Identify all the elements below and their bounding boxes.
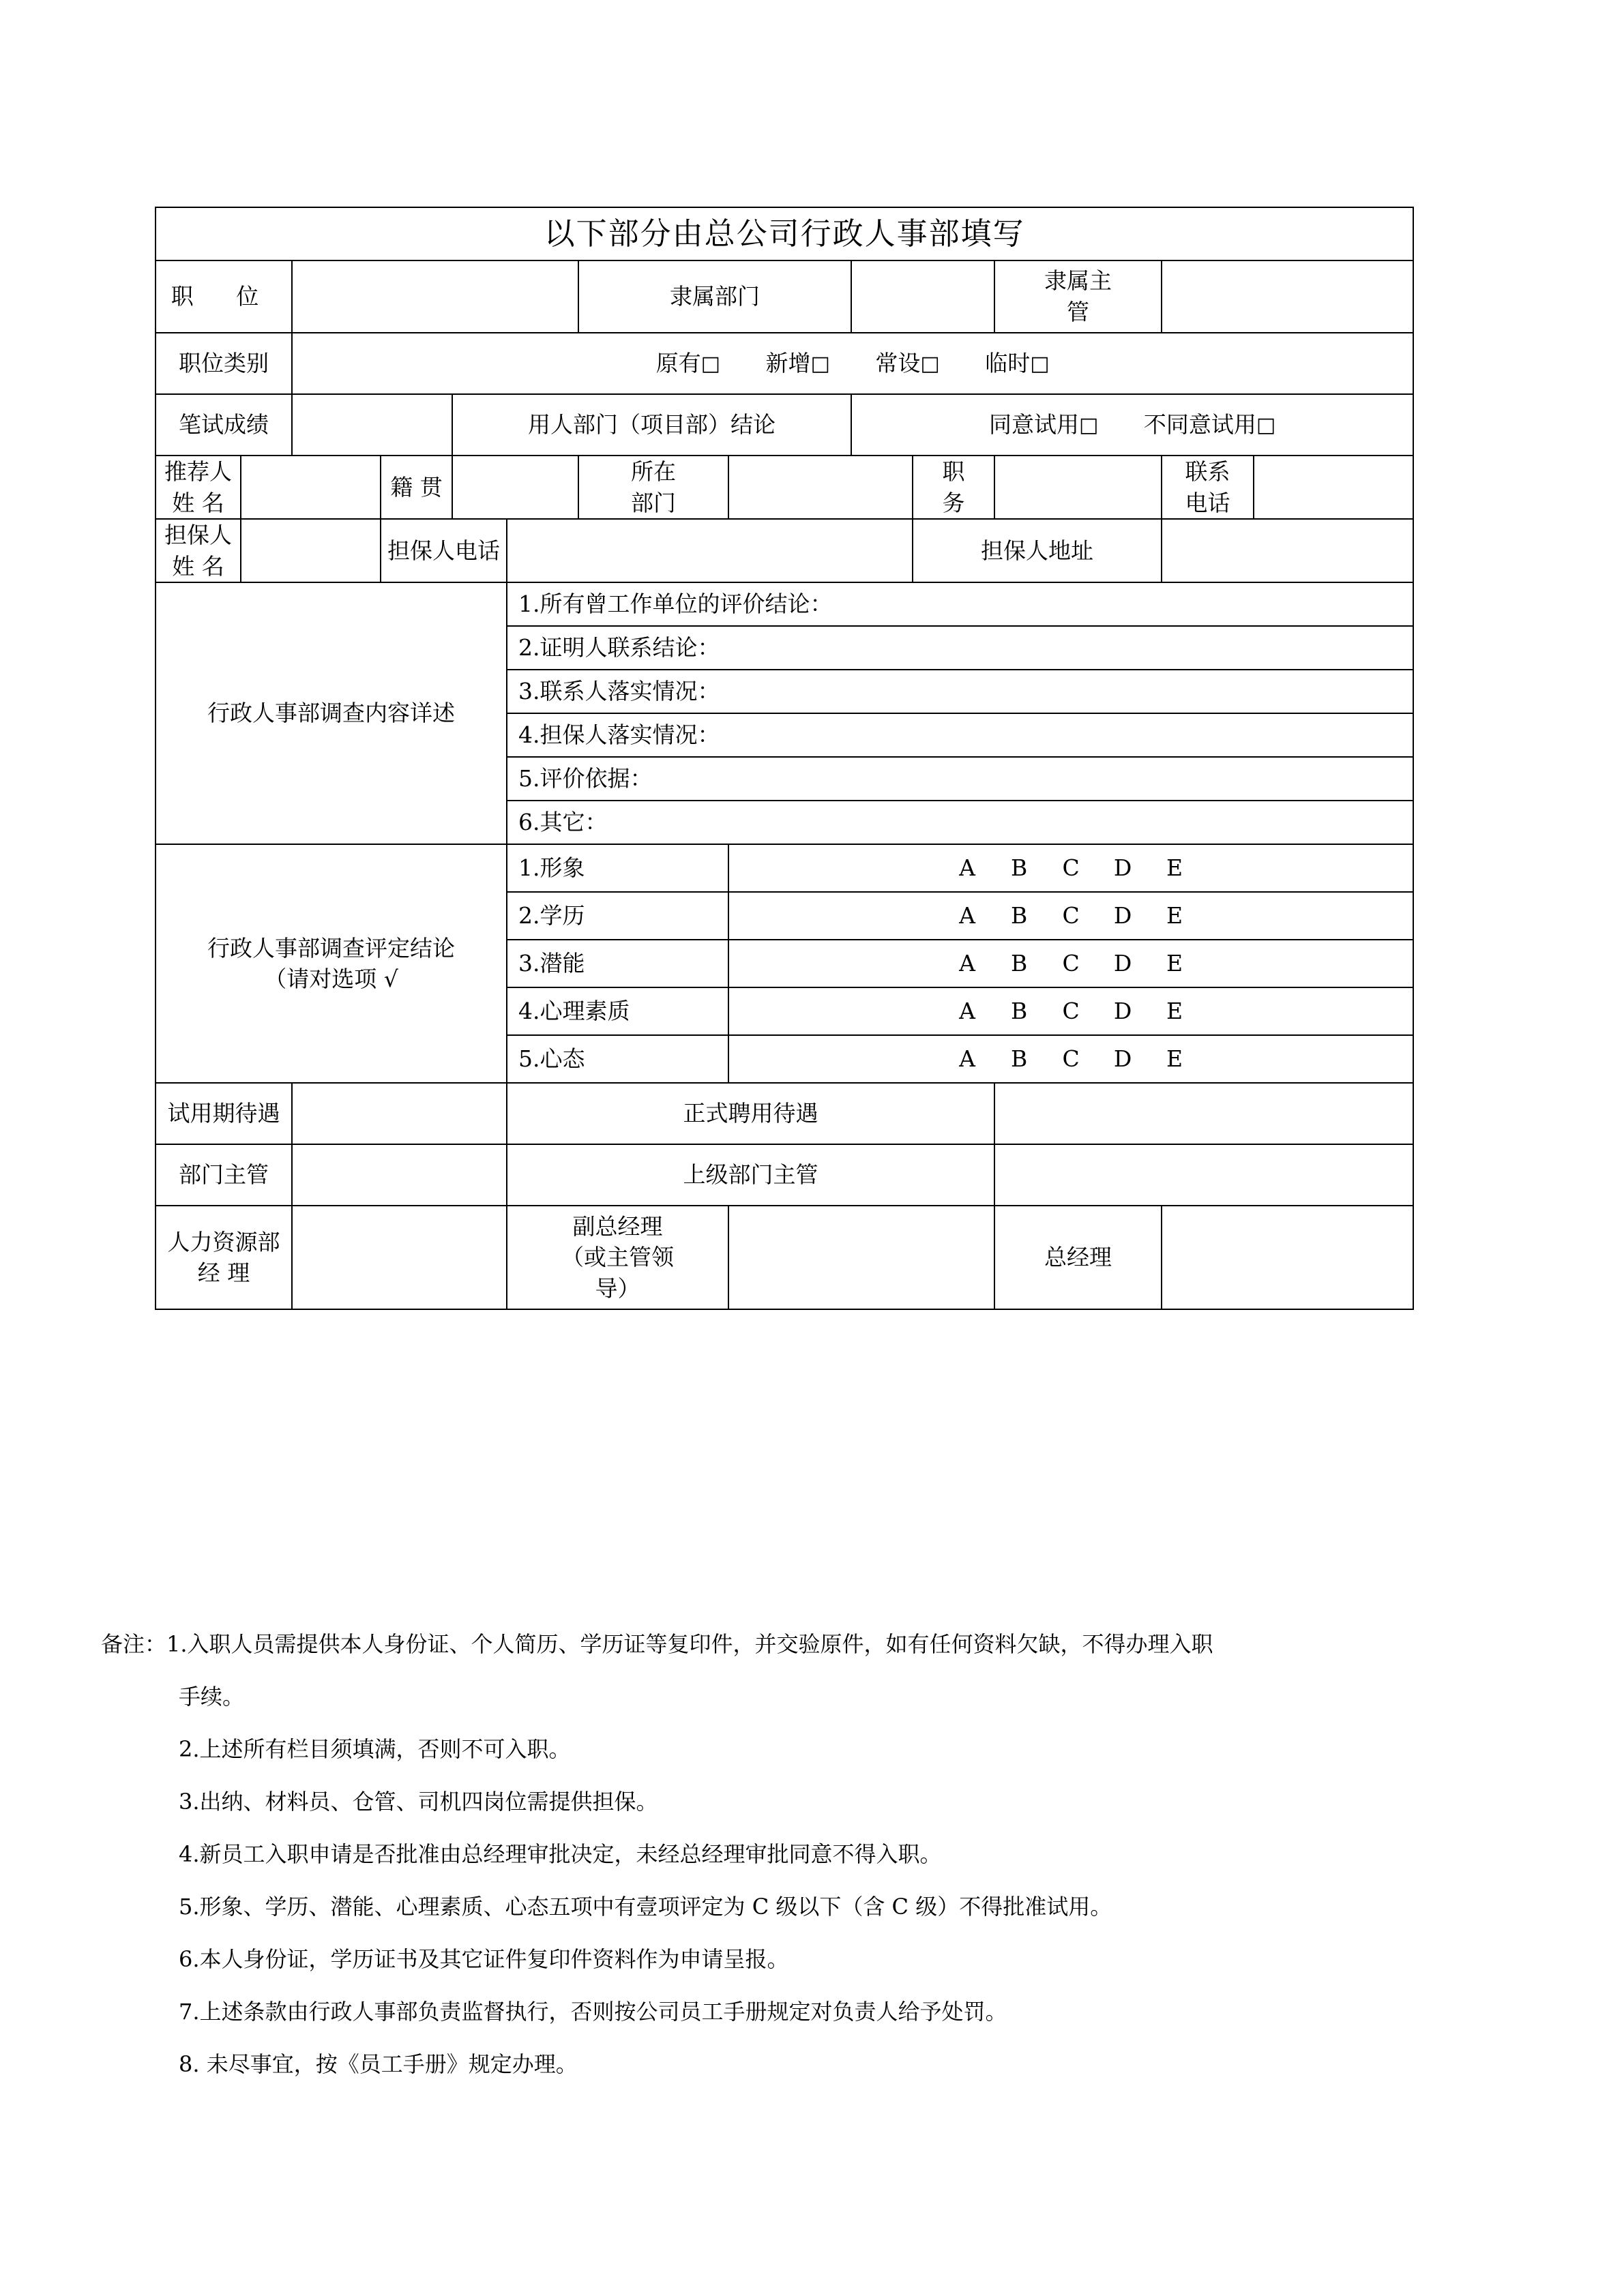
probation-pay-row xyxy=(156,1083,1413,1144)
input-referrer-phone[interactable] xyxy=(1254,456,1413,519)
note-item-2: 2.上述所有栏目须填满，否则不可入职。 xyxy=(179,1736,571,1762)
input-upper-dept-supervisor[interactable] xyxy=(994,1144,1413,1206)
form-title-row xyxy=(156,207,1413,260)
grade-e-4[interactable]: E xyxy=(1166,998,1183,1025)
label-evaluation-line2: （请对选项 √ xyxy=(264,966,398,993)
referrer-row xyxy=(156,456,1413,519)
notes-section xyxy=(101,1633,1533,2106)
evaluation-item-2: 2.学历 xyxy=(507,892,728,940)
note-item-1-cont: 手续。 xyxy=(179,1684,245,1710)
signature-row xyxy=(156,1206,1413,1309)
checkbox-permanent[interactable]: □ xyxy=(920,352,940,376)
label-general-manager: 总经理 xyxy=(994,1206,1162,1309)
label-supervisor-line1: 隶属主 xyxy=(1044,267,1112,295)
dept-supervisor-row xyxy=(156,1144,1413,1206)
grade-c-3[interactable]: C xyxy=(1062,950,1080,977)
position-row xyxy=(156,260,1413,333)
label-referrer-post-line2: 务 xyxy=(942,489,965,516)
grade-d-3[interactable]: D xyxy=(1113,950,1132,977)
note-line-6 xyxy=(101,1948,1533,1970)
grade-a-5[interactable]: A xyxy=(959,1045,976,1073)
trial-decision-options xyxy=(851,394,1413,456)
label-hr-manager-line1: 人力资源部 xyxy=(167,1228,280,1255)
input-position[interactable] xyxy=(292,260,578,333)
option-agree-trial-label: 同意试用 xyxy=(988,411,1079,438)
note-line-8 xyxy=(101,2053,1533,2075)
grade-b-3[interactable]: B xyxy=(1010,950,1028,977)
signature-deputy-gm[interactable] xyxy=(728,1206,994,1309)
label-hr-manager-line2: 经 理 xyxy=(197,1259,250,1287)
option-original[interactable] xyxy=(656,348,720,379)
label-guarantor-name xyxy=(156,519,241,582)
option-temporary[interactable] xyxy=(985,348,1049,379)
checkbox-agree-trial[interactable]: □ xyxy=(1078,413,1099,438)
input-probation-pay[interactable] xyxy=(292,1083,507,1144)
option-disagree-trial-label: 不同意试用 xyxy=(1143,411,1256,438)
grade-e-2[interactable]: E xyxy=(1166,902,1183,929)
label-referrer-name-line1: 推荐人 xyxy=(164,458,232,485)
note-item-7: 7.上述条款由行政人事部负责监督执行，否则按公司员工手册规定对负责人给予处罚。 xyxy=(179,1999,1007,2025)
grade-options-5 xyxy=(728,1035,1413,1083)
input-referrer-post[interactable] xyxy=(994,456,1162,519)
label-probation-pay: 试用期待遇 xyxy=(156,1083,292,1144)
label-referrer-name-line2: 姓 名 xyxy=(172,489,224,516)
input-written-test[interactable] xyxy=(292,394,452,456)
option-permanent[interactable] xyxy=(875,348,939,379)
note-line-7 xyxy=(101,2001,1533,2023)
input-formal-pay[interactable] xyxy=(994,1083,1413,1144)
position-type-options xyxy=(292,333,1413,394)
grade-c-1[interactable]: C xyxy=(1062,854,1080,882)
input-dept-supervisor[interactable] xyxy=(292,1144,507,1206)
note-item-6: 6.本人身份证，学历证书及其它证件复印件资料作为申请呈报。 xyxy=(179,1946,789,1972)
note-item-8: 8. 未尽事宜，按《员工手册》规定办理。 xyxy=(179,2051,578,2077)
label-evaluation-conclusion xyxy=(156,844,507,1083)
grade-d-2[interactable]: D xyxy=(1113,902,1132,929)
label-referrer-dept-line1: 所在 xyxy=(631,458,676,485)
grade-a-1[interactable]: A xyxy=(959,854,976,882)
label-referrer-phone-line1: 联系 xyxy=(1185,458,1230,485)
label-referrer-post xyxy=(913,456,994,519)
investigation-item-6[interactable]: 6.其它： xyxy=(507,801,1413,844)
hr-form-table xyxy=(155,207,1414,1310)
label-deputy-gm-line2: （或主管领 xyxy=(561,1244,674,1271)
input-referrer-dept[interactable] xyxy=(728,456,913,519)
label-hr-manager xyxy=(156,1206,292,1309)
label-deputy-gm xyxy=(507,1206,728,1309)
input-supervisor[interactable] xyxy=(1162,260,1413,333)
note-line-5 xyxy=(101,1896,1533,1918)
grade-d-4[interactable]: D xyxy=(1113,998,1132,1025)
note-line-2 xyxy=(101,1738,1533,1760)
label-deputy-gm-line3: 导） xyxy=(595,1274,640,1302)
signature-hr-manager[interactable] xyxy=(292,1206,507,1309)
input-department[interactable] xyxy=(851,260,994,333)
checkbox-original[interactable]: □ xyxy=(700,352,720,376)
grade-options-1 xyxy=(728,844,1413,892)
investigation-item-5[interactable]: 5.评价依据： xyxy=(507,757,1413,801)
checkbox-disagree-trial[interactable]: □ xyxy=(1256,413,1276,438)
option-temporary-label: 临时 xyxy=(985,350,1031,377)
page-title: 以下部分由总公司行政人事部填写 xyxy=(156,207,1413,260)
evaluation-item-1: 1.形象 xyxy=(507,844,728,892)
label-referrer-post-line1: 职 xyxy=(942,458,965,485)
label-supervisor-line2: 管 xyxy=(1067,299,1089,325)
note-line-3 xyxy=(101,1791,1533,1813)
evaluation-item-5: 5.心态 xyxy=(507,1035,728,1083)
checkbox-new[interactable]: □ xyxy=(810,352,830,376)
written-test-row xyxy=(156,394,1413,456)
note-line-4 xyxy=(101,1843,1533,1865)
input-guarantor-phone[interactable] xyxy=(507,519,913,582)
note-line-1 xyxy=(101,1633,1533,1655)
label-deputy-gm-line1: 副总经理 xyxy=(572,1212,663,1240)
label-position: 职 位 xyxy=(156,260,292,333)
grade-options-3 xyxy=(728,940,1413,987)
grade-a-3[interactable]: A xyxy=(959,950,976,977)
hr-form-table-wrapper xyxy=(155,207,1413,1310)
note-line-1b xyxy=(101,1686,1533,1708)
grade-options-2 xyxy=(728,892,1413,940)
investigation-item-3[interactable]: 3.联系人落实情况： xyxy=(507,670,1413,713)
evaluation-row-1 xyxy=(156,844,1413,892)
evaluation-item-4: 4.心理素质 xyxy=(507,987,728,1035)
input-guarantor-name[interactable] xyxy=(241,519,381,582)
grade-b-5[interactable]: B xyxy=(1010,1045,1028,1073)
grade-b-2[interactable]: B xyxy=(1010,902,1028,929)
label-referrer-name xyxy=(156,456,241,519)
grade-b-1[interactable]: B xyxy=(1010,854,1028,882)
note-item-5: 5.形象、学历、潜能、心理素质、心态五项中有壹项评定为 C 级以下（含 C 级）不得批准试用。 xyxy=(179,1894,1112,1920)
grade-b-4[interactable]: B xyxy=(1010,998,1028,1025)
label-guarantor-name-line2: 姓 名 xyxy=(172,552,224,580)
option-new[interactable] xyxy=(765,348,829,379)
checkbox-temporary[interactable]: □ xyxy=(1030,352,1050,376)
grade-d-1[interactable]: D xyxy=(1113,854,1132,882)
grade-a-4[interactable]: A xyxy=(959,998,976,1025)
signature-general-manager[interactable] xyxy=(1162,1206,1413,1309)
note-item-3: 3.出纳、材料员、仓管、司机四岗位需提供担保。 xyxy=(179,1789,658,1815)
label-native-place: 籍 贯 xyxy=(381,456,452,519)
label-department: 隶属部门 xyxy=(578,260,851,333)
grade-options-4 xyxy=(728,987,1413,1035)
investigation-item-1[interactable]: 1.所有曾工作单位的评价结论： xyxy=(507,582,1413,626)
label-guarantor-phone: 担保人电话 xyxy=(381,519,507,582)
label-guarantor-name-line1: 担保人 xyxy=(164,522,232,549)
investigation-item-2[interactable]: 2.证明人联系结论： xyxy=(507,626,1413,670)
label-guarantor-address: 担保人地址 xyxy=(913,519,1162,582)
label-referrer-dept-line2: 部门 xyxy=(631,489,676,516)
note-item-4: 4.新员工入职申请是否批准由总经理审批决定，未经总经理审批同意不得入职。 xyxy=(179,1841,942,1867)
label-supervisor xyxy=(994,260,1162,333)
input-guarantor-address[interactable] xyxy=(1162,519,1413,582)
option-disagree-trial[interactable] xyxy=(1144,409,1275,441)
grade-c-2[interactable]: C xyxy=(1062,902,1080,929)
input-native-place[interactable] xyxy=(452,456,578,519)
grade-e-5[interactable]: E xyxy=(1166,1045,1183,1073)
investigation-item-4[interactable]: 4.担保人落实情况： xyxy=(507,713,1413,757)
grade-c-5[interactable]: C xyxy=(1062,1045,1080,1073)
label-upper-dept-supervisor: 上级部门主管 xyxy=(507,1144,994,1206)
notes-heading: 备注： xyxy=(101,1631,167,1657)
evaluation-item-3: 3.潜能 xyxy=(507,940,728,987)
label-investigation-detail: 行政人事部调查内容详述 xyxy=(156,582,507,844)
label-evaluation-line1: 行政人事部调查评定结论 xyxy=(207,934,455,961)
input-referrer-name[interactable] xyxy=(241,456,381,519)
grade-a-2[interactable]: A xyxy=(959,902,976,929)
label-dept-supervisor: 部门主管 xyxy=(156,1144,292,1206)
note-item-1: 1.入职人员需提供本人身份证、个人简历、学历证等复印件，并交验原件，如有任何资料欠缺，不得办理入职 xyxy=(166,1631,1213,1657)
guarantor-row xyxy=(156,519,1413,582)
position-type-row xyxy=(156,333,1413,394)
label-hiring-dept-conclusion: 用人部门（项目部）结论 xyxy=(452,394,851,456)
option-agree-trial[interactable] xyxy=(989,409,1098,441)
label-referrer-phone-line2: 电话 xyxy=(1185,489,1230,516)
investigation-row-1 xyxy=(156,582,1413,626)
grade-e-1[interactable]: E xyxy=(1166,854,1183,882)
label-position-type: 职位类别 xyxy=(156,333,292,394)
label-referrer-dept xyxy=(578,456,728,519)
grade-e-3[interactable]: E xyxy=(1166,950,1183,977)
label-referrer-phone xyxy=(1162,456,1254,519)
option-permanent-label: 常设 xyxy=(875,350,921,377)
label-written-test: 笔试成绩 xyxy=(156,394,292,456)
option-original-label: 原有 xyxy=(655,350,701,377)
grade-d-5[interactable]: D xyxy=(1113,1045,1132,1073)
label-formal-pay: 正式聘用待遇 xyxy=(507,1083,994,1144)
option-new-label: 新增 xyxy=(765,350,811,377)
grade-c-4[interactable]: C xyxy=(1062,998,1080,1025)
